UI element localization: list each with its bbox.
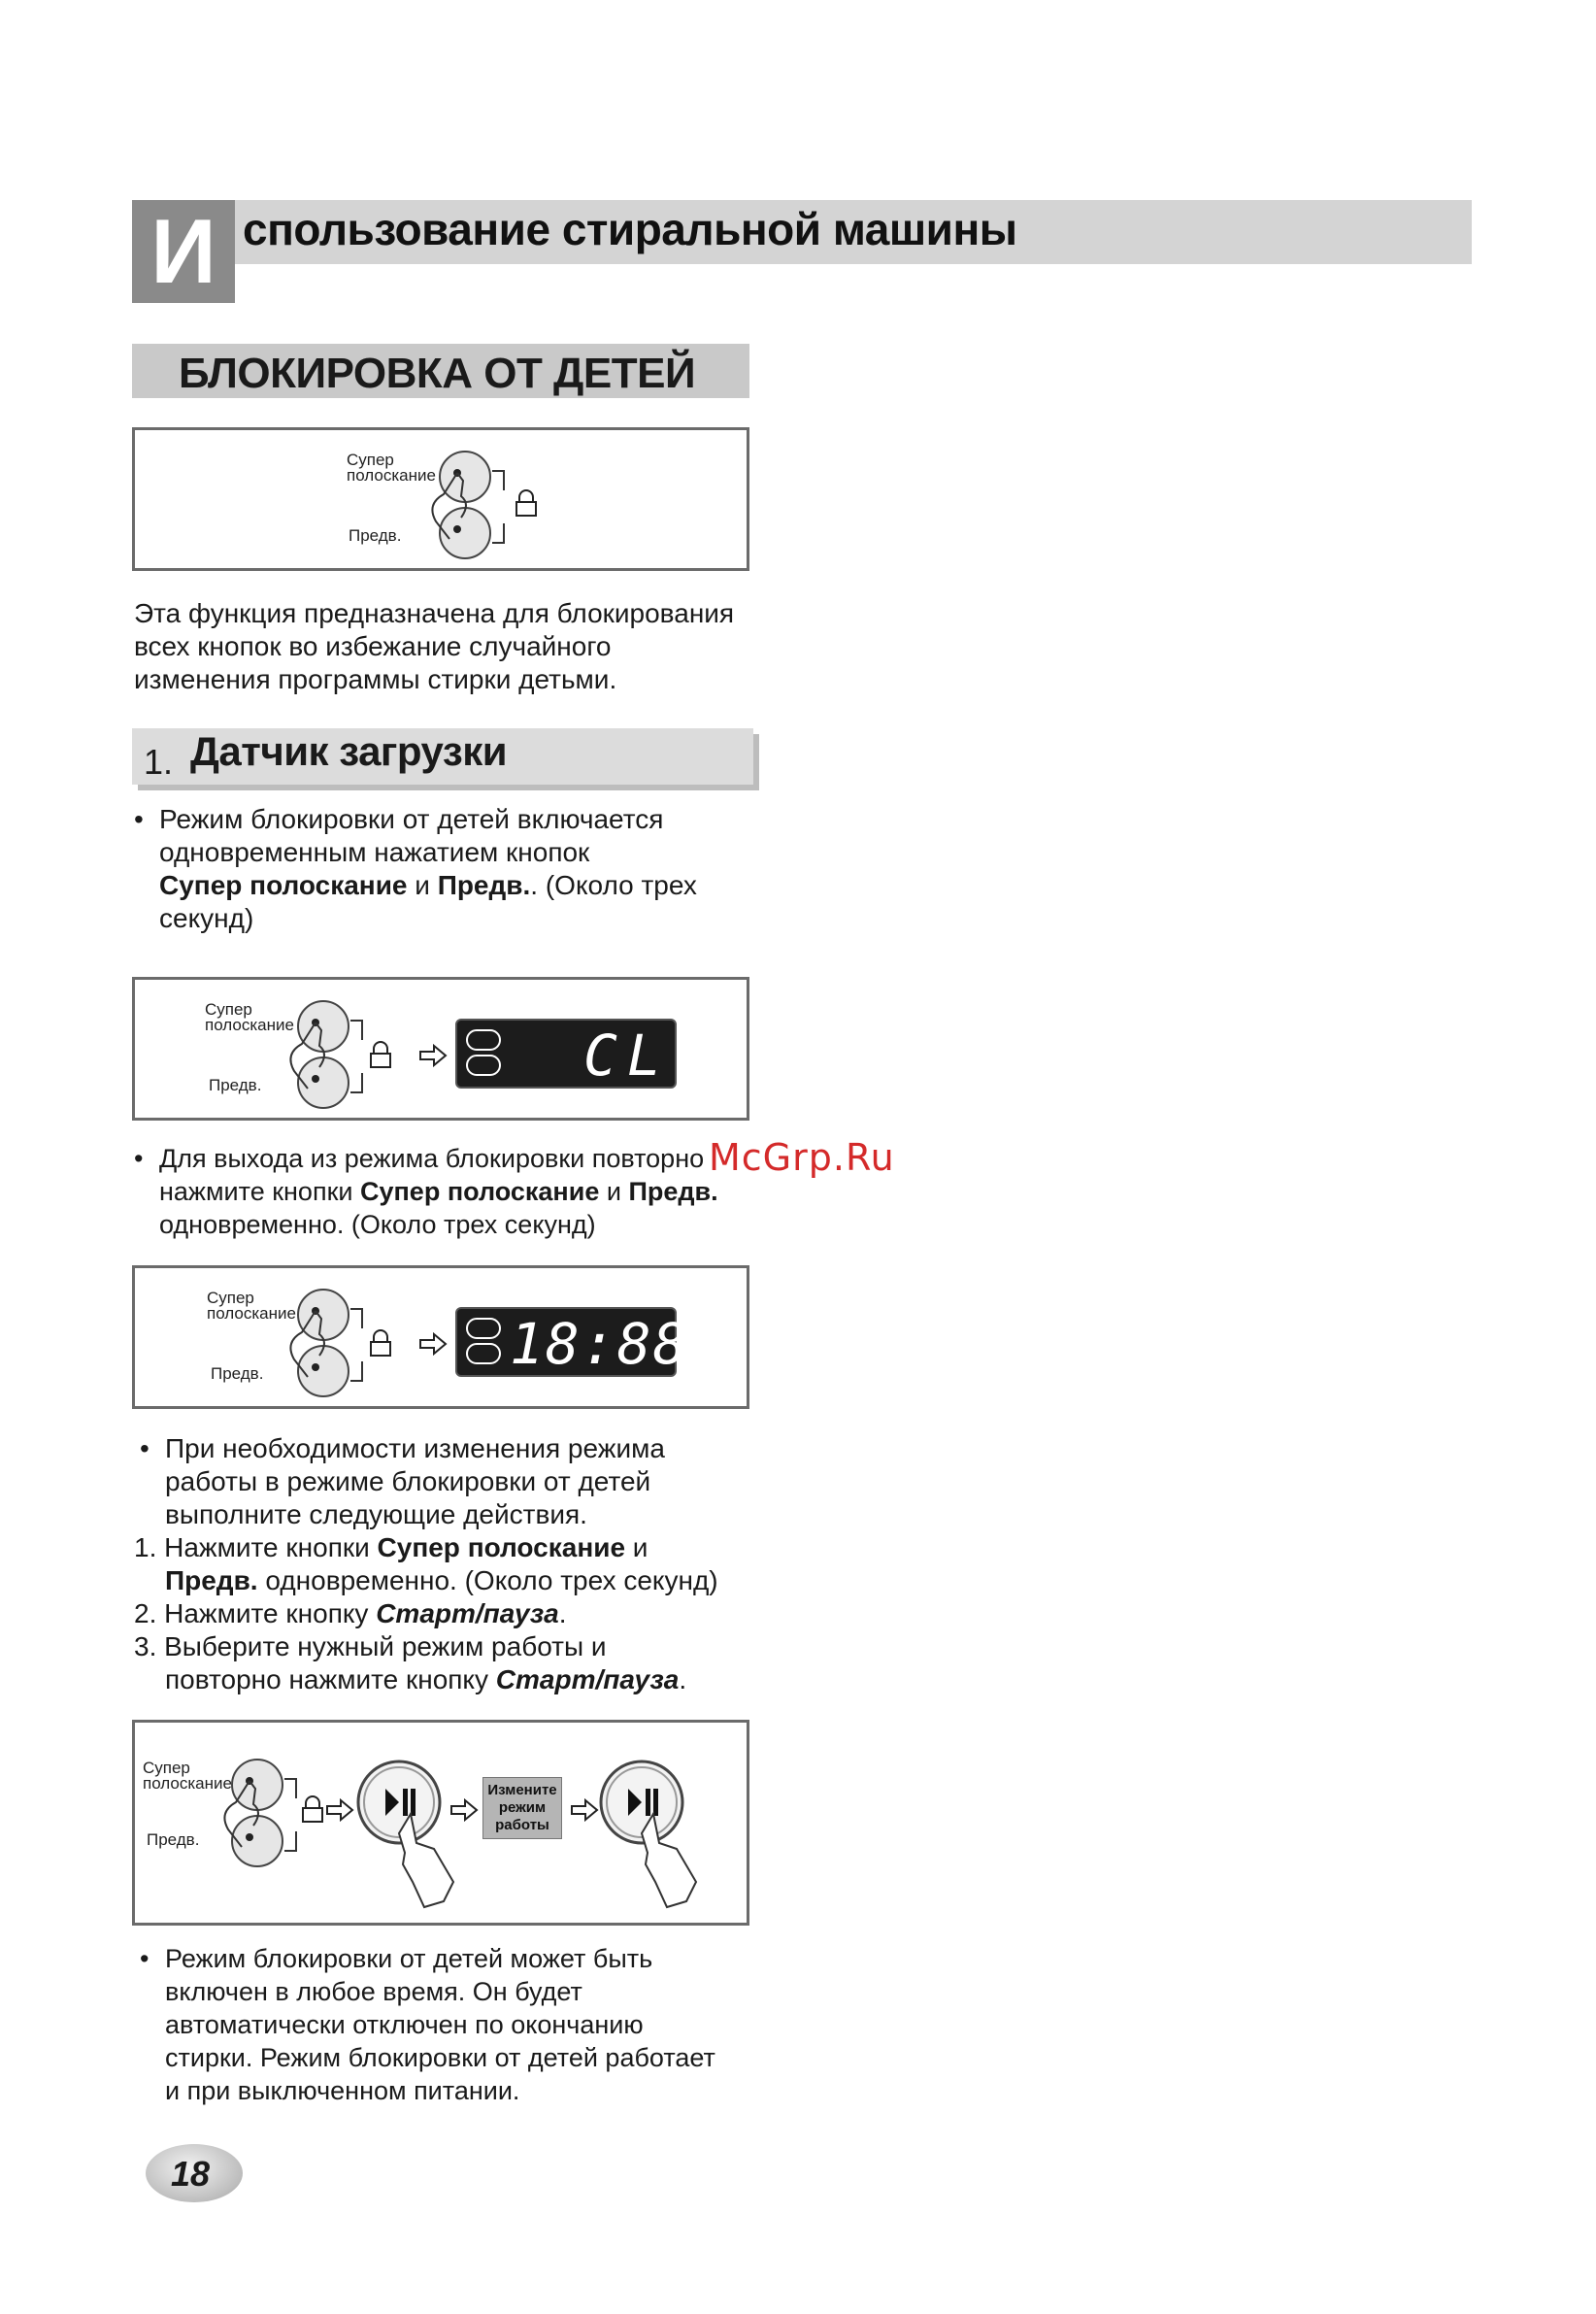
lock-icon [512,488,541,521]
arrow-right-icon [570,1798,599,1822]
step-3-line-2: повторно нажмите кнопку Старт/пауза. [165,1664,687,1694]
label-rinse: полоскание [347,466,436,485]
section-title: БЛОКИРОВКА ОТ ДЕТЕЙ [179,350,696,397]
change-mode-line-3: работы [495,1817,549,1833]
panel-buttons-illustration [132,427,749,571]
change-mode-box [482,1777,562,1839]
bullet4-line-2: включен в любое время. Он будет [165,1977,582,2006]
page-title: спользование стиральной машины [243,204,1017,254]
display-indicator-icons [465,1317,502,1367]
bullet1-line-2: одновременным нажатием кнопок [159,837,590,867]
label-rinse: полоскание [143,1774,232,1793]
start-pause-press-icon [356,1756,473,1921]
hand-press-buttons-icon [265,1274,382,1404]
label-rinse: полоскание [205,1016,294,1034]
subsection-title-bar [132,728,753,785]
arrow-right-icon [325,1798,354,1822]
panel-lock-off-illustration [132,1265,749,1409]
page-number-badge [146,2144,243,2202]
intro-line-1: Эта функция предназначена для блокирования [134,598,735,628]
bullet2-line-2: нажмите кнопки Супер полоскание и Предв. [159,1177,718,1206]
step-1-line-2: Предв. одновременно. (Около трех секунд) [165,1565,718,1595]
panel-change-mode-illustration [132,1720,749,1926]
label-prewash: Предв. [209,1076,262,1094]
start-pause-press-icon [599,1756,725,1921]
label-super: Супер [207,1289,254,1307]
label-super: Супер [347,451,394,469]
subsection-title: Датчик загрузки [190,728,508,774]
watermark: McGrp.Ru [709,1136,895,1179]
hand-press-buttons-icon [265,986,382,1116]
bullet3-line-3: выполните следующие действия. [165,1499,587,1529]
subsection-number: 1. [144,742,174,782]
label-prewash: Предв. [147,1830,200,1849]
section-title-bar [132,344,749,398]
display-indicator-icons [465,1028,502,1079]
display-panel [455,1307,689,1377]
header-letter: И [150,200,216,302]
change-mode-line-2: режим [498,1799,547,1816]
bullet1-line-1: • Режим блокировки от детей включается [159,803,663,836]
bullet1-line-3: Супер полоскание и Предв.. (Около трех [159,870,697,900]
display-panel [455,1019,677,1089]
page-number: 18 [171,2154,211,2194]
label-super: Супер [143,1759,190,1777]
lock-icon [366,1328,395,1361]
step-1-line-1: 1. Нажмите кнопки Супер полоскание и [134,1532,648,1562]
arrow-right-icon [449,1798,479,1822]
display-text-cl: CL [583,1023,671,1089]
label-prewash: Предв. [211,1364,264,1383]
arrow-right-icon [418,1332,448,1356]
step-3-line-1: 3. Выберите нужный режим работы и [134,1631,607,1661]
bullet2-line-1: • Для выхода из режима блокировки повторно [159,1142,704,1175]
arrow-right-icon [418,1044,448,1067]
bullet1-line-4: секунд) [159,903,254,933]
step-2: 2. Нажмите кнопку Старт/пауза. [134,1598,567,1628]
bullet4-line-1: • Режим блокировки от детей может быть [165,1942,652,1975]
lock-icon [366,1040,395,1073]
bullet4-line-5: и при выключенном питании. [165,2076,520,2105]
lock-icon [298,1794,327,1828]
panel-lock-on-illustration [132,977,749,1121]
hand-press-buttons-icon [407,436,523,566]
display-text-time: 18:88 [510,1311,689,1377]
bullet2-line-3: одновременно. (Около трех секунд) [159,1210,596,1239]
intro-line-3: изменения программы стирки детьми. [134,664,617,694]
intro-line-2: всех кнопок во избежание случайного [134,631,612,661]
bullet3-line-1: • При необходимости изменения режима [165,1432,665,1465]
label-super: Супер [205,1000,252,1019]
label-rinse: полоскание [207,1304,296,1323]
change-mode-line-1: Измените [487,1782,557,1798]
bullet3-line-2: работы в режиме блокировки от детей [165,1466,651,1496]
label-prewash: Предв. [349,526,402,545]
bullet4-line-3: автоматически отключен по окончанию [165,2010,644,2039]
bullet4-line-4: стирки. Режим блокировки от детей работает [165,2043,715,2072]
